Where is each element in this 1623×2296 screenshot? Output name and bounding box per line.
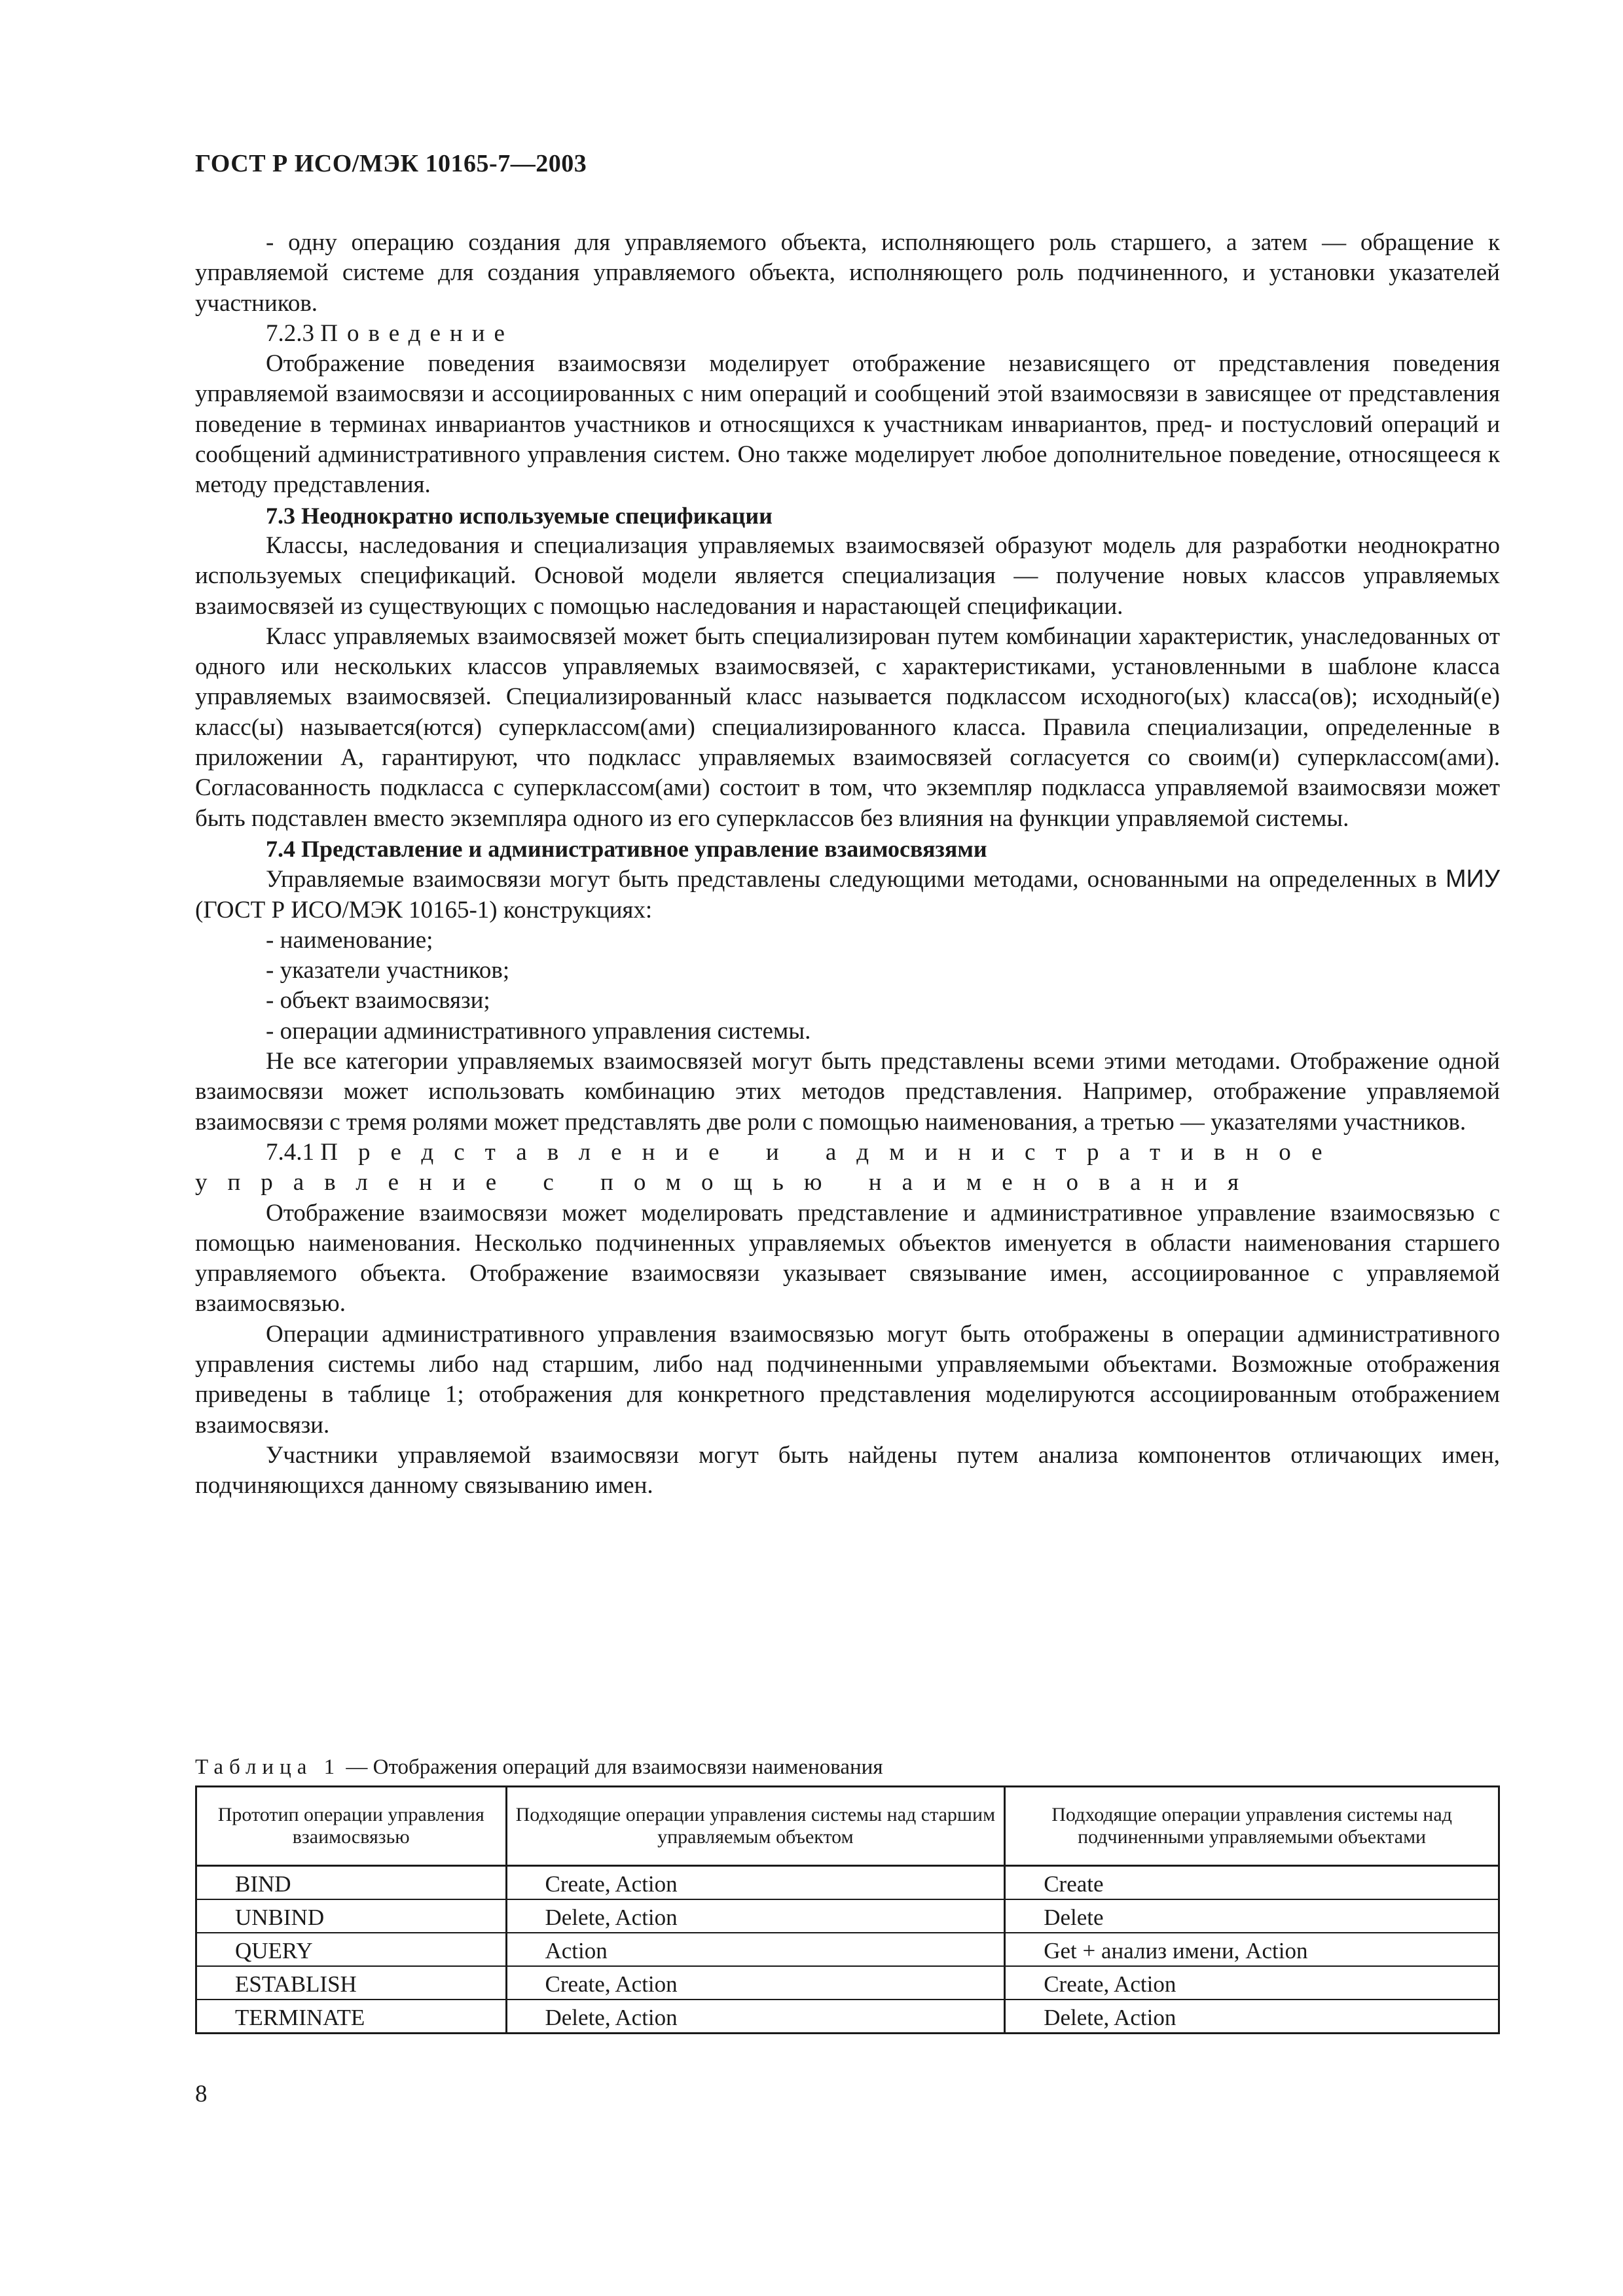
page-number: 8 <box>195 2081 208 2108</box>
operations-mapping-table <box>195 1785 1500 2034</box>
table-cell: QUERY <box>196 1933 507 1966</box>
paragraph-behavior: Отображение поведения взаимосвязи моделирует отображение независящего от представления поведения управляемой взаимосвязи и ассоциированных с ним операций и сообщений этой взаимосвязи в зависящее от представления поведение в терминах инвариантов участников и относящихся к участникам инвариантов, пред- и постусловий операций и сообщений административного управления систем. Оно также моделирует любое дополнительное поведение, относящееся к методу представления. <box>195 350 1500 499</box>
table-cell: ESTABLISH <box>196 1966 507 2000</box>
table-cell: UNBIND <box>196 1899 507 1933</box>
table-cell: Create, Action <box>506 1966 1005 2000</box>
paragraph-participants: Участники управляемой взаимосвязи могут быть найдены путем анализа компонентов отличающих имен, подчиняющихся данному связыванию имен. <box>195 1441 1500 1499</box>
paragraph-intro: - одну операцию создания для управляемого объекта, исполняющего роль старшего, а затем — обращение к управляемой системе для создания управляемого объекта, исполняющего роль подчиненного, и установки указателей участников. <box>195 229 1500 317</box>
table-cell: BIND <box>196 1866 507 1900</box>
table-row <box>196 1933 1499 1966</box>
table-row <box>196 1966 1499 2000</box>
methods-text-end: (ГОСТ Р ИСО/МЭК 10165-1) конструкциях: <box>195 896 653 924</box>
standard-designation: ГОСТ Р ИСО/МЭК 10165-7—2003 <box>195 150 587 177</box>
section-number: 7.4.1 <box>266 1138 314 1166</box>
paragraph-not-all-categories: Не все категории управляемых взаимосвязей могут быть представлены всеми этими методами. Отображение одной взаимосвязи может использовать комбинацию этих методов представления. Например, отображение управляемой взаимосвязи с тремя ролями может представлять две роли с помощью наименования, а третью — указателями участников. <box>195 1048 1500 1136</box>
table-caption <box>195 1755 883 1780</box>
column-header: Подходящие операции управления системы над старшим управляемым объектом <box>506 1787 1005 1866</box>
list-item: - наименование; <box>266 926 433 954</box>
section-7-4-1-heading <box>195 1138 1500 1198</box>
table-header-row <box>196 1787 1499 1866</box>
section-7-4-heading: 7.4 Представление и административное управление взаимосвязями <box>266 835 987 862</box>
list-item: - объект взаимосвязи; <box>266 987 490 1014</box>
table-caption-label: Таблица 1 <box>195 1755 341 1779</box>
list-item: - операции административного управления системы. <box>266 1017 811 1045</box>
paragraph-naming: Отображение взаимосвязи может моделировать представление и административное управление взаимосвязью с помощью наименования. Несколько подчиненных управляемых объектов именуется в области наименования старшего управляемого объекта. Отображение взаимосвязи указывает связывание имен, ассоциированное с управляемой взаимосвязью. <box>195 1199 1500 1318</box>
table-row <box>196 1866 1499 1900</box>
table-cell: Get + анализ имени, Action <box>1005 1933 1499 1966</box>
table-cell: Action <box>506 1933 1005 1966</box>
section-title: Представление и административное управление с помощью наименования <box>195 1138 1343 1196</box>
table-row <box>196 1899 1499 1933</box>
section-number: 7.2.3 <box>266 319 314 347</box>
table-cell: Delete <box>1005 1899 1499 1933</box>
miu-reference: МИУ <box>1445 865 1500 893</box>
table-row <box>196 2000 1499 2034</box>
section-7-3-heading: 7.3 Неоднократно используемые спецификации <box>266 502 773 529</box>
paragraph-classes: Классы, наследования и специализация управляемых взаимосвязей образуют модель для разработки неоднократно используемых спецификаций. Основой модели является специализация — получение новых классов управляемых взаимосвязей из существующих с помощью наследования и нарастающей спецификации. <box>195 531 1500 620</box>
methods-text-start: Управляемые взаимосвязи могут быть представлены следующими методами, основанными на определенных в <box>266 866 1446 893</box>
table-cell: Delete, Action <box>1005 2000 1499 2034</box>
paragraph-operations: Операции административного управления взаимосвязью могут быть отображены в операции административного управления системы либо над старшим, либо над подчиненными управляемыми объектами. Возможные отображения приведены в таблице 1; отображения для конкретного представления моделируются ассоциированным отображением взаимосвязи. <box>195 1320 1500 1439</box>
table-cell: Create, Action <box>506 1866 1005 1900</box>
paragraph-methods <box>195 864 1500 925</box>
table-cell: Create <box>1005 1866 1499 1900</box>
table-cell: Delete, Action <box>506 2000 1005 2034</box>
table-cell: Delete, Action <box>506 1899 1005 1933</box>
section-7-2-3-heading <box>195 319 1500 349</box>
list-item: - указатели участников; <box>266 957 510 984</box>
table-caption-text: — Отображения операций для взаимосвязи наименования <box>340 1755 883 1779</box>
body-text <box>195 228 1500 1501</box>
column-header: Прототип операции управления взаимосвязью <box>196 1787 507 1866</box>
section-title: Поведение <box>320 319 514 347</box>
table-cell: Create, Action <box>1005 1966 1499 2000</box>
column-header: Подходящие операции управления системы над подчиненными управляемыми объектами <box>1005 1787 1499 1866</box>
paragraph-class-specialization: Класс управляемых взаимосвязей может быть специализирован путем комбинации характеристик, унаследованных от одного или нескольких классов управляемых взаимосвязей, с характеристиками, установленными в шаблоне класса управляемых взаимосвязей. Специализированный класс называется подклассом исходного(ых) класса(ов); исходный(е) класс(ы) называется(ются) суперклассом(ами) специализированного класса. Правила специализации, определенные в приложении А, гарантируют, что подкласс управляемых взаимосвязей согласуется со своим(и) суперклассом(ами). Согласованность подкласса с суперклассом(ами) состоит в том, что экземпляр подкласса управляемой взаимосвязи может быть подставлен вместо экземпляра одного из его суперклассов без влияния на функции управляемой системы. <box>195 622 1500 832</box>
table-cell: TERMINATE <box>196 2000 507 2034</box>
